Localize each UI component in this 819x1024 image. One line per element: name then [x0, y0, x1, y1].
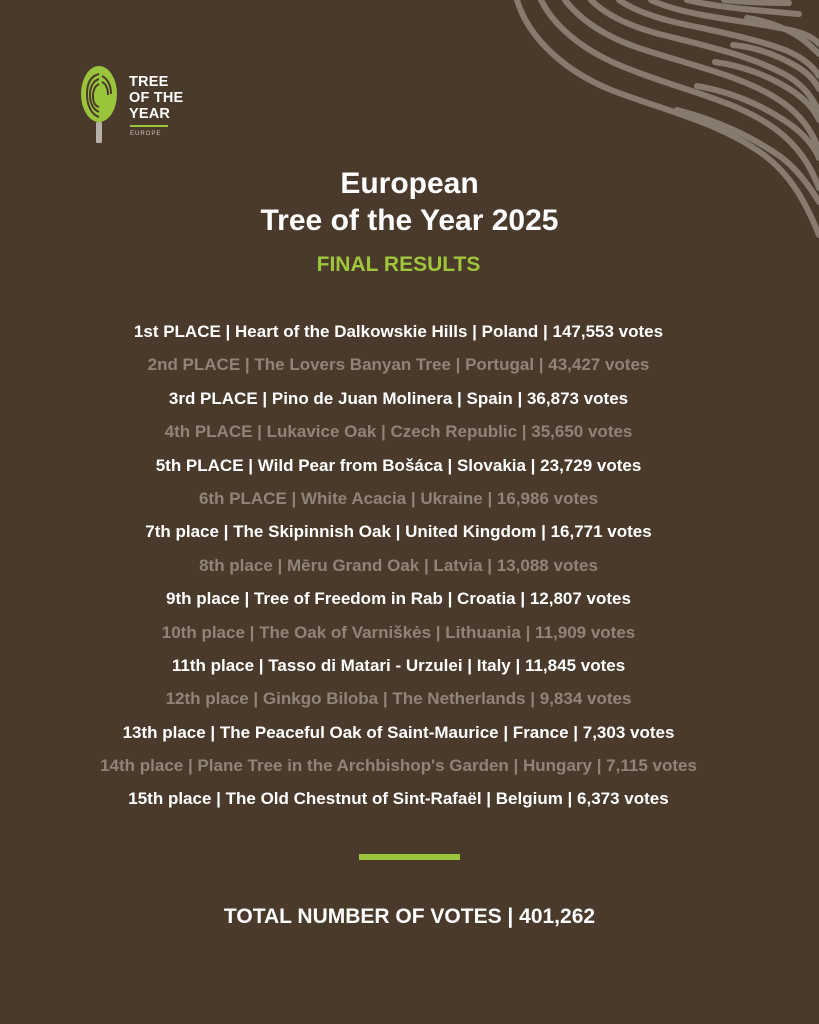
result-row: 8th place | Mēru Grand Oak | Latvia | 13,088 votes [199, 555, 598, 575]
logo-line-3: YEAR [129, 106, 171, 122]
result-row: 15th place | The Old Chestnut of Sint-Rafaël | Belgium | 6,373 votes [128, 789, 669, 809]
accent-divider [359, 854, 460, 860]
tree-of-the-year-logo [80, 66, 220, 148]
result-row: 3rd PLACE | Pino de Juan Molinera | Spain | 36,873 votes [168, 388, 629, 408]
result-row: 1st PLACE | Heart of the Dalkowskie Hills | Poland | 147,553 votes [133, 322, 664, 341]
result-row: 4th PLACE | Lukavice Oak | Czech Republic | 35,650 votes [164, 422, 633, 442]
logo-accent-rule [130, 125, 168, 127]
result-row: 5th PLACE | Wild Pear from Bošáca | Slovakia | 23,729 votes [155, 455, 642, 475]
total-votes: TOTAL NUMBER OF VOTES | 401,262 [223, 905, 596, 928]
fingerprint-tree-icon [80, 66, 118, 144]
logo-wordmark [129, 74, 183, 122]
result-row: 7th place | The Skipinnish Oak | United Kingdom | 16,771 votes [145, 522, 652, 542]
logo-line-1: TREE [129, 74, 169, 90]
result-row: 14th place | Plane Tree in the Archbishop's Garden | Hungary | 7,115 votes [100, 756, 697, 776]
result-row: 12th place | Ginkgo Biloba | The Netherlands | 9,834 votes [165, 689, 632, 709]
result-row: 13th place | The Peaceful Oak of Saint-Maurice | France | 7,303 votes [122, 722, 675, 742]
page-title [0, 165, 819, 239]
result-row: 9th place | Tree of Freedom in Rab | Croatia | 12,807 votes [166, 589, 631, 609]
logo-subtitle: EUROPE [130, 131, 162, 137]
title-line-2: Tree of the Year 2025 [260, 204, 559, 238]
logo-line-2: OF THE [129, 90, 184, 106]
title-line-1: European [340, 167, 479, 201]
result-row: 10th place | The Oak of Varniškės | Lithuania | 11,909 votes [161, 622, 636, 642]
results-list [0, 319, 797, 820]
section-title: FINAL RESULTS [316, 253, 481, 276]
result-row: 11th place | Tasso di Matari - Urzulei | Italy | 11,845 votes [171, 655, 626, 675]
result-row: 2nd PLACE | The Lovers Banyan Tree | Portugal | 43,427 votes [147, 355, 650, 375]
result-row: 6th PLACE | White Acacia | Ukraine | 16,986 votes [198, 488, 599, 508]
